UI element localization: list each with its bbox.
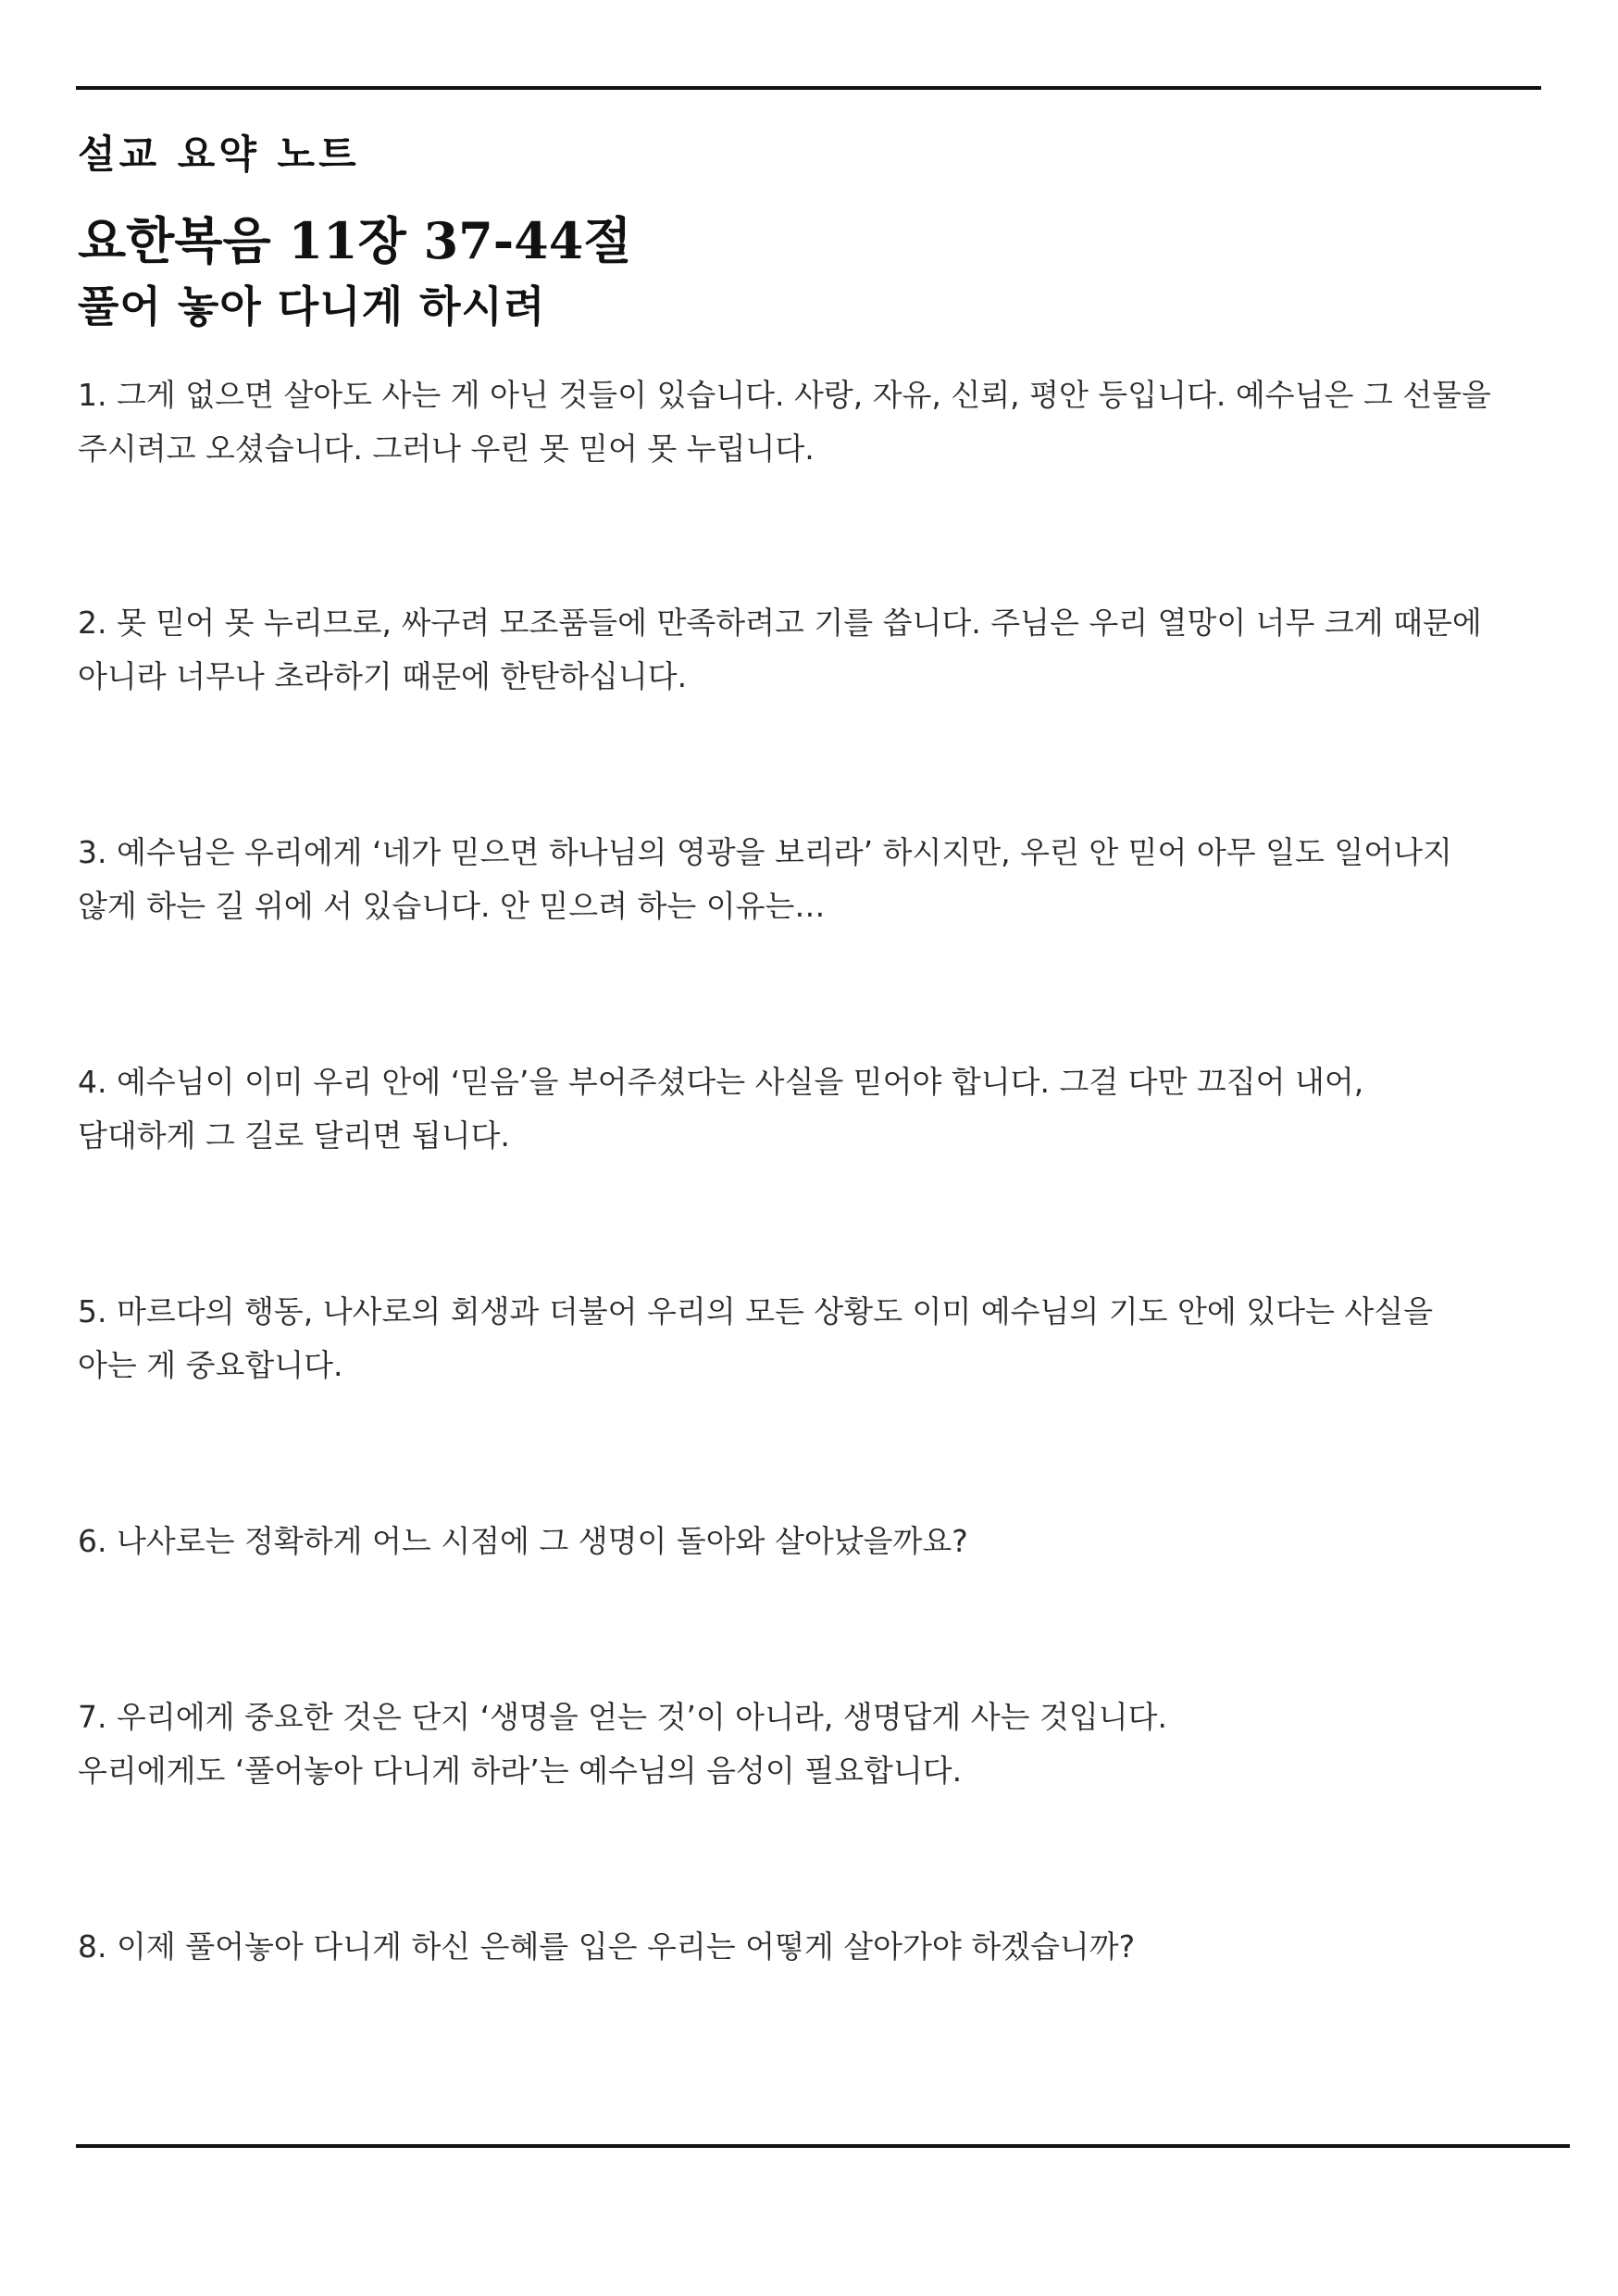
point-3-line-1: 3. 예수님은 우리에게 ‘네가 믿으면 하나님의 영광을 보리라’ 하시지만, 우린 안 믿어 아무 일도 일어나지	[78, 834, 1452, 870]
point-2-line-2: 아니라 너무나 초라하기 때문에 한탄하십니다.	[78, 658, 688, 694]
top-divider	[76, 86, 1541, 90]
point-5-line-2: 아는 게 중요합니다.	[78, 1347, 343, 1383]
point-5-line-1: 5. 마르다의 행동, 나사로의 회생과 더불어 우리의 모든 상황도 이미 예수님의 기도 안에 있다는 사실을	[78, 1293, 1433, 1329]
point-7-line-1: 7. 우리에게 중요한 것은 단지 ‘생명을 얻는 것’이 아니라, 생명답게 사는 것입니다.	[78, 1699, 1168, 1735]
point-5	[78, 1285, 1522, 1392]
point-3-line-2: 않게 하는 길 위에 서 있습니다. 안 믿으려 하는 이유는…	[78, 888, 826, 924]
point-7	[78, 1691, 1522, 1798]
point-3	[78, 826, 1522, 933]
point-8-line-1: 8. 이제 풀어놓아 다니게 하신 은혜를 입은 우리는 어떻게 살아가야 하겠습니까?	[78, 1928, 1136, 1965]
page-title: 요한복음 11장 37-44절	[78, 211, 632, 270]
point-4-line-1: 4. 예수님이 이미 우리 안에 ‘믿음’을 부어주셨다는 사실을 믿어야 합니다. 그걸 다만 끄집어 내어,	[78, 1064, 1364, 1100]
point-2-line-1: 2. 못 믿어 못 누리므로, 싸구려 모조품들에 만족하려고 기를 씁니다. 주님은 우리 열망이 너무 크게 때문에	[78, 605, 1482, 641]
bottom-divider	[76, 2144, 1570, 2148]
point-6	[78, 1515, 1522, 1568]
point-8	[78, 1920, 1522, 1974]
point-4	[78, 1055, 1522, 1163]
point-4-line-2: 담대하게 그 길로 달리면 됩니다.	[78, 1117, 510, 1154]
point-1	[78, 368, 1522, 476]
point-2	[78, 596, 1522, 704]
point-6-line-1: 6. 나사로는 정확하게 어느 시점에 그 생명이 돌아와 살아났을까요?	[78, 1523, 968, 1559]
point-1-line-2: 주시려고 오셨습니다. 그러나 우린 못 믿어 못 누립니다.	[78, 430, 815, 467]
point-1-line-1: 1. 그게 없으면 살아도 사는 게 아닌 것들이 있습니다. 사랑, 자유, 신뢰, 평안 등입니다. 예수님은 그 선물을	[78, 377, 1491, 413]
note-label: 설교 요약 노트	[78, 131, 360, 177]
point-7-line-2: 우리에게도 ‘풀어놓아 다니게 하라’는 예수님의 음성이 필요합니다.	[78, 1753, 963, 1789]
page-subtitle: 풀어 놓아 다니게 하시려	[78, 281, 546, 331]
